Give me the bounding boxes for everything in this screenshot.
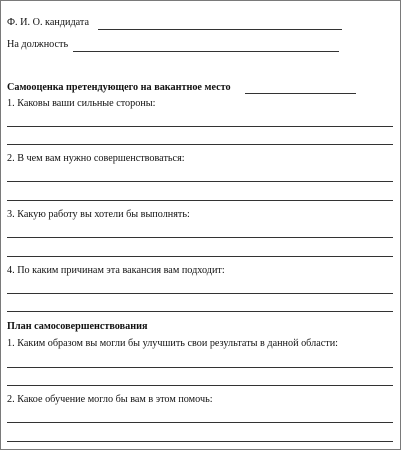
candidate-name-label: Ф. И. О. кандидата [7, 17, 89, 28]
answer-line[interactable] [7, 200, 393, 201]
answer-line[interactable] [7, 441, 393, 442]
candidate-name-field[interactable] [98, 29, 342, 30]
answer-line[interactable] [7, 126, 393, 127]
answer-line[interactable] [7, 144, 393, 145]
answer-line[interactable] [7, 367, 393, 368]
question-training: 2. Какое обучение могло бы вам в этом помочь: [7, 394, 213, 405]
answer-line[interactable] [7, 385, 393, 386]
question-strengths: 1. Каковы ваши сильные стороны: [7, 98, 156, 109]
answer-line[interactable] [7, 237, 393, 238]
answer-line[interactable] [7, 256, 393, 257]
position-field[interactable] [73, 51, 339, 52]
answer-line[interactable] [7, 181, 393, 182]
question-vacancy-fit: 4. По каким причинам эта вакансия вам подходит: [7, 265, 225, 276]
question-improvement: 2. В чем вам нужно совершенствоваться: [7, 153, 185, 164]
plan-title: План самосовершенствования [7, 321, 148, 332]
question-desired-work: 3. Какую работу вы хотели бы выполнять: [7, 209, 190, 220]
question-improve-results: 1. Каким образом вы могли бы улучшить свои результаты в данной области: [7, 338, 338, 349]
position-label: На должность [7, 39, 69, 50]
vacancy-field[interactable] [245, 93, 356, 94]
answer-line[interactable] [7, 311, 393, 312]
self-assessment-title: Самооценка претендующего на вакантное место [7, 82, 231, 93]
answer-line[interactable] [7, 293, 393, 294]
answer-line[interactable] [7, 422, 393, 423]
